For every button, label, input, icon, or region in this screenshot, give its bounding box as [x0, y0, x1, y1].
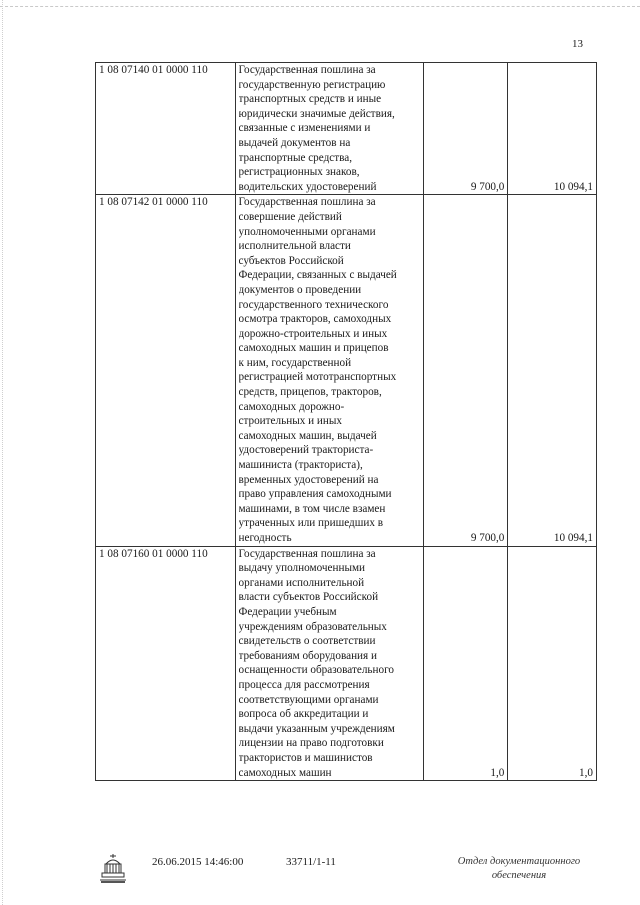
revenue-name-line: Федерации учебным: [238, 605, 337, 618]
revenue-name-line: средств, прицепов, тракторов,: [238, 386, 382, 399]
revenue-name-line: регистрацией мототранспортных: [238, 371, 397, 384]
amount-year-1-cell: 9 700,0: [423, 63, 508, 195]
scan-edge-top: [0, 6, 640, 7]
revenue-name-line: Государственная пошлина за: [238, 196, 376, 209]
revenue-name-line: Государственная пошлина за: [238, 547, 376, 560]
revenue-table: [95, 62, 597, 781]
revenue-name-line: вопроса об аккредитации и: [238, 708, 369, 721]
budget-code-cell: 1 08 07160 01 0000 110: [96, 546, 236, 781]
revenue-name-line: трактористов и машинистов: [238, 751, 373, 764]
revenue-name-line: утраченных или пришедших в: [238, 517, 384, 530]
revenue-name-line: Государственная пошлина за: [238, 64, 376, 76]
table-row: [96, 546, 597, 781]
revenue-name-line: самоходных машин: [238, 766, 332, 779]
revenue-name-line: связанные с изменениями и: [238, 122, 371, 135]
revenue-name-line: Федерации, связанных с выдачей: [238, 269, 397, 282]
amount-year-2-cell: 10 094,1: [508, 63, 597, 195]
revenue-name-line: учреждениям образовательных: [238, 620, 387, 633]
page-number: 13: [572, 38, 583, 50]
revenue-name-line: к ним, государственной: [238, 356, 352, 369]
revenue-table-body: [96, 63, 597, 781]
revenue-name-line: транспортных средств и иные: [238, 93, 382, 106]
revenue-name-line: самоходных машин, выдачей: [238, 429, 377, 442]
footer-document-id: 33711/1-11: [286, 856, 336, 868]
revenue-name-cell: [235, 546, 423, 781]
revenue-name-line: дорожно-строительных и иных: [238, 327, 388, 340]
revenue-name-line: юридически значимые действия,: [238, 107, 395, 120]
footer-department-stamp: [446, 855, 592, 883]
revenue-name-line: водительских удостоверений: [238, 180, 377, 193]
revenue-name-line: соответствующими органами: [238, 693, 379, 706]
revenue-name-line: машинами, в том числе взамен: [238, 502, 386, 515]
amount-year-1-cell: 1,0: [423, 546, 508, 781]
emblem-logo: [98, 852, 128, 884]
revenue-name-line: исполнительной власти: [238, 240, 351, 253]
table-row: [96, 195, 597, 546]
revenue-name-line: самоходных машин и прицепов: [238, 342, 389, 355]
department-line-2: обеспечения: [491, 870, 547, 881]
budget-code-cell: 1 08 07142 01 0000 110: [96, 195, 236, 546]
revenue-name-line: право управления самоходными: [238, 488, 392, 501]
footer-datetime: 26.06.2015 14:46:00: [152, 856, 244, 868]
revenue-name-line: совершение действий: [238, 210, 342, 223]
revenue-name-line: власти субъектов Российской: [238, 591, 379, 604]
revenue-name-cell: [235, 63, 423, 195]
revenue-name-line: выдачи указанным учреждениям: [238, 722, 395, 735]
revenue-name-line: лицензии на право подготовки: [238, 737, 384, 750]
revenue-name-line: государственную регистрацию: [238, 78, 386, 91]
revenue-name-line: государственного технического: [238, 298, 389, 311]
revenue-name-line: уполномоченными органами: [238, 225, 376, 238]
budget-code-cell: 1 08 07140 01 0000 110: [96, 63, 236, 195]
department-line-1: Отдел документационного: [457, 856, 581, 867]
revenue-name-line: требованиям оборудования и: [238, 649, 377, 662]
revenue-name-line: удостоверений тракториста-: [238, 444, 374, 457]
amount-year-1-cell: 9 700,0: [423, 195, 508, 546]
revenue-name-line: документов о проведении: [238, 283, 362, 296]
revenue-name-line: временных удостоверений на: [238, 473, 379, 486]
revenue-name-line: осмотра тракторов, самоходных: [238, 313, 392, 326]
scan-edge-left: [2, 0, 3, 905]
revenue-name-line: негодность: [238, 532, 292, 544]
table-row: [96, 63, 597, 195]
revenue-name-line: машиниста (тракториста),: [238, 459, 363, 472]
revenue-name-cell: [235, 195, 423, 546]
revenue-name-line: транспортные средства,: [238, 151, 353, 164]
revenue-name-line: оснащенности образовательного: [238, 664, 394, 677]
revenue-name-line: выдачу уполномоченными: [238, 562, 366, 575]
revenue-name-line: регистрационных знаков,: [238, 166, 360, 179]
revenue-name-line: субъектов Российской: [238, 254, 344, 267]
revenue-name-line: выдачей документов на: [238, 136, 351, 149]
revenue-name-line: строительных и иных: [238, 415, 342, 428]
revenue-name-line: процесса для рассмотрения: [238, 678, 370, 691]
revenue-name-line: свидетельств о соответствии: [238, 635, 376, 648]
revenue-name-line: самоходных дорожно-: [238, 400, 345, 413]
revenue-name-line: органами исполнительной: [238, 576, 365, 589]
amount-year-2-cell: 1,0: [508, 546, 597, 781]
amount-year-2-cell: 10 094,1: [508, 195, 597, 546]
